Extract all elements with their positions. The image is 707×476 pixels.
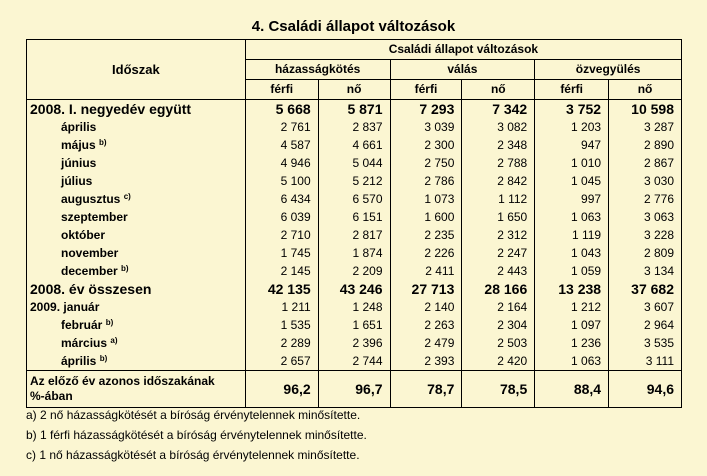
row-label xyxy=(27,226,246,244)
row-label xyxy=(27,298,246,316)
row-label-text: március xyxy=(61,335,108,350)
footnote: c) 1 nő házasságkötését a bíróság érvénytelennek minősítette. xyxy=(26,448,360,462)
footnote-marker: b) xyxy=(105,317,114,327)
table-cell: 2 411 xyxy=(390,262,462,280)
summary-label-line: %-ában xyxy=(30,389,73,403)
table-cell: 2 750 xyxy=(390,154,462,172)
row-label-text: augusztus xyxy=(61,191,121,206)
table-cell: 6 570 xyxy=(318,190,390,208)
table-row xyxy=(27,172,682,190)
col-header: férfi xyxy=(390,80,462,100)
table-cell: 2 247 xyxy=(462,244,535,262)
table-cell: 1 211 xyxy=(245,298,318,316)
table-cell: 2 964 xyxy=(609,316,682,334)
footnote-marker: c) xyxy=(123,191,131,201)
row-label xyxy=(27,154,246,172)
row-label-text: 2009. január xyxy=(30,299,100,314)
table-cell: 2 837 xyxy=(318,118,390,136)
row-label xyxy=(27,172,246,190)
row-label xyxy=(27,316,246,334)
table-cell: 2 479 xyxy=(390,334,462,352)
table-cell: 1 236 xyxy=(535,334,609,352)
table-cell: 1 097 xyxy=(535,316,609,334)
table-row xyxy=(27,154,682,172)
table-cell: 2 761 xyxy=(245,118,318,136)
table-cell: 10 598 xyxy=(609,100,682,119)
row-label xyxy=(27,100,246,119)
period-header: Időszak xyxy=(27,40,246,100)
table-cell: 5 100 xyxy=(245,172,318,190)
table-cell: 2 420 xyxy=(462,352,535,371)
table-row xyxy=(27,316,682,334)
table-cell: 2 145 xyxy=(245,262,318,280)
table-cell: 3 752 xyxy=(535,100,609,119)
table-cell: 2 809 xyxy=(609,244,682,262)
table-row xyxy=(27,280,682,298)
subheader-marriage: házasságkötés xyxy=(245,60,390,80)
table-row xyxy=(27,352,682,371)
table-cell: 1 651 xyxy=(318,316,390,334)
row-label xyxy=(27,262,246,280)
table-cell: 5 212 xyxy=(318,172,390,190)
table-cell: 3 228 xyxy=(609,226,682,244)
table-cell: 2 744 xyxy=(318,352,390,371)
table-row xyxy=(27,226,682,244)
footnote-marker: a) xyxy=(110,335,118,345)
table-row xyxy=(27,136,682,154)
table-cell: 2 300 xyxy=(390,136,462,154)
table-cell: 1 745 xyxy=(245,244,318,262)
row-label-text: február xyxy=(61,317,103,332)
table-cell: 2 393 xyxy=(390,352,462,371)
table-cell: 1 203 xyxy=(535,118,609,136)
table-cell: 3 535 xyxy=(609,334,682,352)
table-cell: 7 342 xyxy=(462,100,535,119)
summary-cell: 94,6 xyxy=(609,371,682,408)
summary-cell: 96,7 xyxy=(318,371,390,408)
row-label-text: június xyxy=(61,155,97,170)
table-cell: 1 535 xyxy=(245,316,318,334)
table-cell: 3 111 xyxy=(609,352,682,371)
table-cell: 27 713 xyxy=(390,280,462,298)
table-cell: 2 226 xyxy=(390,244,462,262)
footnote-marker: b) xyxy=(99,353,108,363)
table-cell: 4 661 xyxy=(318,136,390,154)
row-label xyxy=(27,334,246,352)
row-label-text: november xyxy=(61,245,119,260)
table-row xyxy=(27,208,682,226)
col-header: férfi xyxy=(245,80,318,100)
row-label-text: szeptember xyxy=(61,209,128,224)
footnote: a) 2 nő házasságkötését a bíróság érvénytelennek minősítette. xyxy=(26,408,361,422)
table-cell: 1 059 xyxy=(535,262,609,280)
summary-cell: 96,2 xyxy=(245,371,318,408)
col-header: férfi xyxy=(535,80,609,100)
data-table xyxy=(26,39,682,408)
summary-row xyxy=(27,371,682,408)
table-cell: 947 xyxy=(535,136,609,154)
table-cell: 4 946 xyxy=(245,154,318,172)
table-cell: 2 788 xyxy=(462,154,535,172)
table-row xyxy=(27,262,682,280)
col-header: nő xyxy=(609,80,682,100)
table-row xyxy=(27,100,682,119)
row-label xyxy=(27,352,246,371)
table-cell: 2 867 xyxy=(609,154,682,172)
table-cell: 5 871 xyxy=(318,100,390,119)
subheader-widowhood: özvegyülés xyxy=(535,60,682,80)
table-cell: 43 246 xyxy=(318,280,390,298)
table-cell: 1 248 xyxy=(318,298,390,316)
table-cell: 2 235 xyxy=(390,226,462,244)
col-header: nő xyxy=(462,80,535,100)
table-cell: 2 817 xyxy=(318,226,390,244)
table-row xyxy=(27,298,682,316)
table-cell: 3 030 xyxy=(609,172,682,190)
table-row xyxy=(27,118,682,136)
table-cell: 5 044 xyxy=(318,154,390,172)
table-cell: 1 650 xyxy=(462,208,535,226)
table-cell: 1 119 xyxy=(535,226,609,244)
footnote: b) 1 férfi házasságkötését a bíróság érvénytelennek minősítette. xyxy=(26,428,367,442)
table-cell: 2 657 xyxy=(245,352,318,371)
table-cell: 37 682 xyxy=(609,280,682,298)
table-cell: 3 607 xyxy=(609,298,682,316)
summary-cell: 78,7 xyxy=(390,371,462,408)
table-cell: 2 786 xyxy=(390,172,462,190)
table-cell: 2 776 xyxy=(609,190,682,208)
table-cell: 1 045 xyxy=(535,172,609,190)
table-cell: 1 073 xyxy=(390,190,462,208)
row-label-text: július xyxy=(61,173,93,188)
table-cell: 2 289 xyxy=(245,334,318,352)
table-cell: 2 209 xyxy=(318,262,390,280)
table-cell: 1 043 xyxy=(535,244,609,262)
row-label xyxy=(27,280,246,298)
table-row xyxy=(27,334,682,352)
table-cell: 2 263 xyxy=(390,316,462,334)
table-cell: 2 348 xyxy=(462,136,535,154)
table-row xyxy=(27,244,682,262)
table-cell: 2 842 xyxy=(462,172,535,190)
table-cell: 5 668 xyxy=(245,100,318,119)
table-cell: 1 874 xyxy=(318,244,390,262)
table-cell: 42 135 xyxy=(245,280,318,298)
table-body xyxy=(27,100,682,408)
table-cell: 997 xyxy=(535,190,609,208)
table-cell: 6 151 xyxy=(318,208,390,226)
table-cell: 3 082 xyxy=(462,118,535,136)
summary-cell: 88,4 xyxy=(535,371,609,408)
summary-label xyxy=(27,371,246,408)
table-cell: 6 434 xyxy=(245,190,318,208)
table-cell: 2 312 xyxy=(462,226,535,244)
table-cell: 6 039 xyxy=(245,208,318,226)
table-cell: 2 890 xyxy=(609,136,682,154)
footnotes xyxy=(26,405,367,465)
row-label-text: december xyxy=(61,263,118,278)
table-cell: 28 166 xyxy=(462,280,535,298)
table-cell: 3 039 xyxy=(390,118,462,136)
table-cell: 1 010 xyxy=(535,154,609,172)
table-cell: 2 710 xyxy=(245,226,318,244)
table-cell: 1 063 xyxy=(535,208,609,226)
table-row xyxy=(27,190,682,208)
table-cell: 4 587 xyxy=(245,136,318,154)
table-cell: 2 164 xyxy=(462,298,535,316)
table-cell: 2 503 xyxy=(462,334,535,352)
footnote-marker: b) xyxy=(121,263,129,273)
table-cell: 2 140 xyxy=(390,298,462,316)
table-cell: 1 112 xyxy=(462,190,535,208)
group-header: Családi állapot változások xyxy=(245,40,681,60)
row-label xyxy=(27,190,246,208)
table-cell: 7 293 xyxy=(390,100,462,119)
table-cell: 1 212 xyxy=(535,298,609,316)
row-label-text: október xyxy=(61,227,106,242)
table-title: 4. Családi állapot változások xyxy=(251,18,456,35)
table-cell: 2 304 xyxy=(462,316,535,334)
row-label xyxy=(27,136,246,154)
col-header: nő xyxy=(318,80,390,100)
subheader-divorce: válás xyxy=(390,60,535,80)
table-cell: 2 396 xyxy=(318,334,390,352)
row-label-text: 2008. év összesen xyxy=(30,280,152,297)
table-cell: 1 600 xyxy=(390,208,462,226)
summary-cell: 78,5 xyxy=(462,371,535,408)
footnote-marker: b) xyxy=(99,137,107,147)
table-cell: 3 063 xyxy=(609,208,682,226)
row-label-text: 2008. I. negyedév együtt xyxy=(30,100,192,117)
row-label xyxy=(27,118,246,136)
row-label xyxy=(27,244,246,262)
table-cell: 2 443 xyxy=(462,262,535,280)
summary-label-line: Az előző év azonos időszakának xyxy=(30,374,215,388)
row-label xyxy=(27,208,246,226)
row-label-text: április xyxy=(61,119,97,134)
table-cell: 3 134 xyxy=(609,262,682,280)
row-label-text: május xyxy=(61,137,96,152)
row-label-text: április xyxy=(61,353,97,368)
table-cell: 13 238 xyxy=(535,280,609,298)
table-cell: 1 063 xyxy=(535,352,609,371)
table-cell: 3 287 xyxy=(609,118,682,136)
